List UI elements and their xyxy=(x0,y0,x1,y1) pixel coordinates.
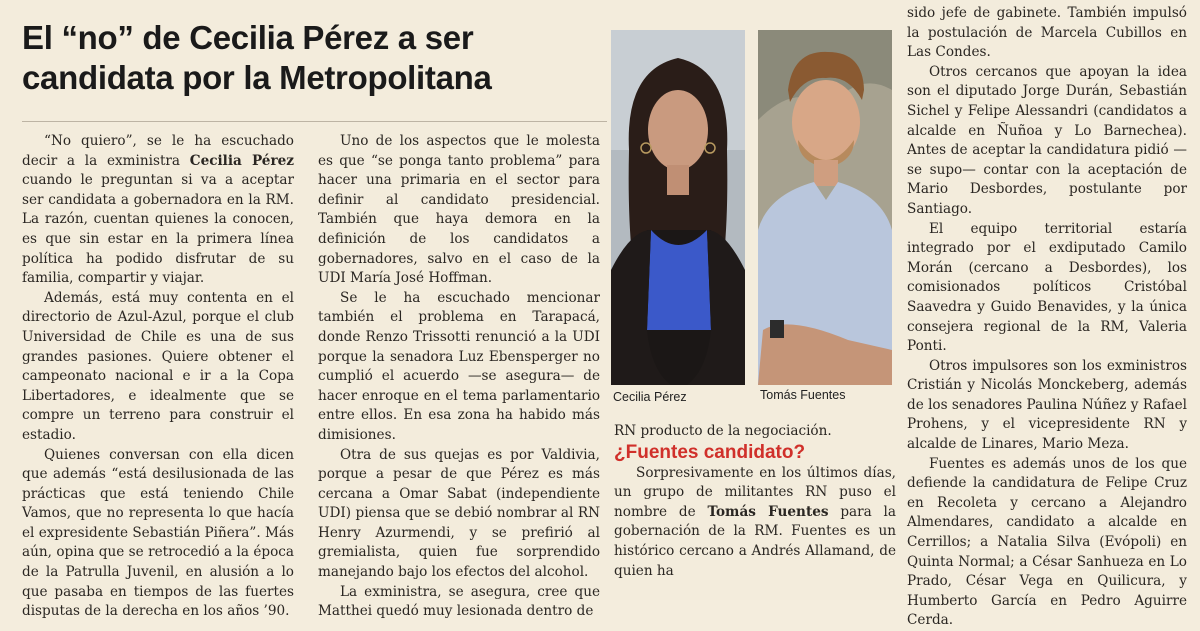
text: cuando le preguntan si va a aceptar ser candidata a gobernadora en la RM. La razón, cuentan quienes la conocen, es que sin estar en la primera línea política ha podido disfrutar de su familia, compartir y viajar. xyxy=(22,172,294,287)
paragraph: Otros impulsores son los exministros Cristián y Nicolás Monckeberg, además de los senadores Paulina Núñez y Rafael Prohens, y el vicepresidente RN y alcalde de Linares, Mario Meza. xyxy=(907,357,1187,453)
paragraph: Además, está muy contenta en el directorio de Azul-Azul, porque el club Universidad de Chile es una de sus grandes pasiones. Quiere obtener el campeonato nacional e ir a la Copa Libertadores, e idealmente que se compre un terreno para construir el estadio. xyxy=(22,289,294,443)
text: “No quiero”, se le ha escuchado decir a la exministra xyxy=(22,133,294,169)
paragraph: Uno de los aspectos que le molesta es que “se ponga tanto problema” para hacer una primaria en el sector para definir al candidato presidencial. También que haya demora en la definición de los candidatos a gobernadores, salvo en el caso de la UDI María José Hoffman. xyxy=(318,133,600,287)
text: para la gobernación de la RM. Fuentes es un histórico cercano a Andrés Allamand, de quien ha xyxy=(614,503,896,579)
paragraph: El equipo territorial estaría integrado por el exdiputado Camilo Morán (cercano a Desbordes), los comisionados políticos Cristóbal Saavedra y Guido Benavides, y la única consejera regional de la RM, Valeria Ponti. xyxy=(907,220,1187,355)
photo-caption-left: Cecilia Pérez xyxy=(613,390,687,404)
paragraph: Otros cercanos que apoyan la idea son el diputado Jorge Durán, Sebastián Sichel y Felipe Alessandri (candidatos a alcalde en Ñuñoa y Lo Barnechea). Antes de aceptar la candidatura pidió —se supo— contar con la aceptación de Mario Desbordes, postulante por Santiago. xyxy=(907,63,1187,217)
headline: El “no” de Cecilia Pérez a ser candidata por la Metropolitana xyxy=(22,19,492,96)
article-column-1 xyxy=(22,132,294,622)
photo-caption-right: Tomás Fuentes xyxy=(760,388,846,402)
photo-tomas-fuentes xyxy=(758,30,892,385)
person-name: Cecilia Pérez xyxy=(189,152,294,169)
paragraph: La exministra, se asegura, cree que Matthei quedó muy lesionada dentro de xyxy=(318,583,600,620)
paragraph: sido jefe de gabinete. También impulsó la postulación de Marcela Cubillos en Las Condes. xyxy=(907,5,1187,61)
article-column-3 xyxy=(614,422,896,581)
paragraph xyxy=(22,132,294,289)
article-column-4 xyxy=(907,4,1187,631)
person-name: Tomás Fuentes xyxy=(707,503,829,520)
paragraph: Otra de sus quejas es por Valdivia, porque a pesar de que Pérez es más cercana a Omar Sabat (independiente UDI) piensa que se debió nombrar al RN Henry Azurmendi, y se prefirió al gremialista, quien fue sorprendido manejando bajo los efectos del alcohol. xyxy=(318,446,600,581)
section-subhead: ¿Fuentes candidato? xyxy=(614,441,806,463)
paragraph: RN producto de la negociación. xyxy=(614,423,832,439)
paragraph: Se le ha escuchado mencionar también el problema en Tarapacá, donde Renzo Trissotti renunció a la UDI porque la senadora Luz Ebensperger no cumplió el acuerdo —se asegura— de hacer enroque en el tema parlamentario entre ellos. En esa zona ha habido más dimisiones. xyxy=(318,289,600,443)
paragraph xyxy=(614,464,896,582)
photo-cecilia-perez xyxy=(611,30,745,385)
headline-rule xyxy=(22,121,607,122)
text: Sorpresivamente en los últimos días, un grupo de militantes RN puso el nombre de xyxy=(614,464,896,520)
paragraph: Fuentes es además unos de los que defiende la candidatura de Felipe Cruz en Recoleta y cercano a Alejandro Almendares, candidato a alcalde en Cerrillos; a Natalia Silva (Evópoli) en Quinta Normal; a César Sanhueza en Lo Prado, César Vega en Quilicura, y Humberto García en Pedro Aguirre Cerda. xyxy=(907,455,1187,629)
article-column-2 xyxy=(318,132,600,622)
portrait-man-image xyxy=(758,30,892,385)
paragraph: Quienes conversan con ella dicen que además “está desilusionada de las prácticas que está teniendo Chile Vamos, que no representa lo que hacía el expresidente Sebastián Piñera”. Más aún, opina que se retrocedió a la época de la Patrulla Juvenil, en alusión a lo que pasaba en tiempos de las fuertes disputas de la derecha en los años ’90. xyxy=(22,446,294,620)
portrait-woman-image xyxy=(611,30,745,385)
